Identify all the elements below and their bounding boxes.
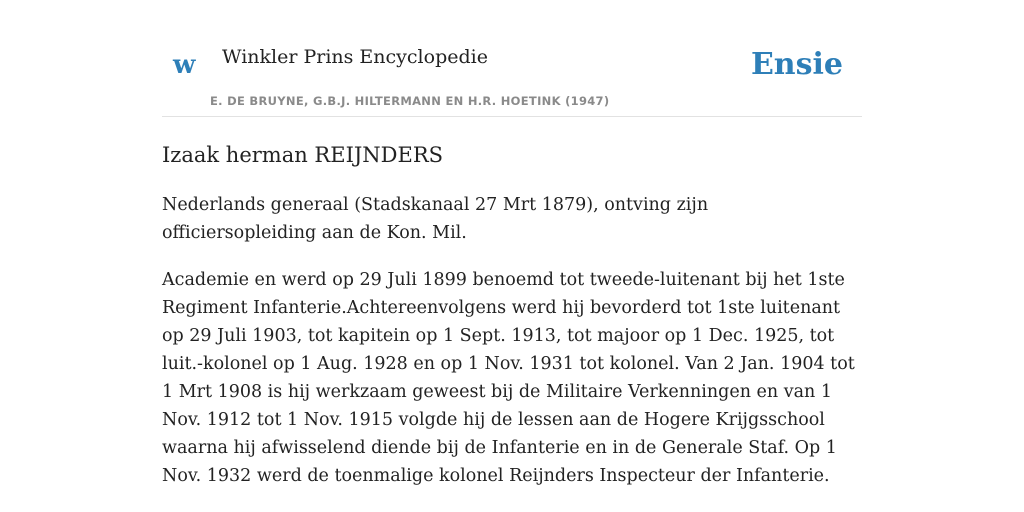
entry-paragraph: Nederlands generaal (Stadskanaal 27 Mrt 1879), ontving zijn officiersopleiding aan de Kon. Mil. xyxy=(162,195,709,243)
source-title[interactable]: Winkler Prins Encyclopedie xyxy=(222,46,488,68)
ensie-logo[interactable]: Ensie xyxy=(750,47,843,82)
source-authors: E. DE BRUYNE, G.B.J. HILTERMANN EN H.R. HOETINK (1947) xyxy=(210,94,610,108)
winkler-prins-logo[interactable]: w xyxy=(173,50,196,80)
entry-content xyxy=(162,139,862,509)
source-header xyxy=(162,36,862,117)
entry-title: Izaak herman REIJNDERS xyxy=(162,143,444,167)
entry-paragraph: Academie en werd op 29 Juli 1899 benoemd tot tweede-luitenant bij het 1ste Regiment Infanterie.Achtereenvolgens werd hij bevorderd tot 1ste luitenant op 29 Juli 1903, tot kapitein op 1 Sept. 1913, tot majoor op 1 Dec. 1925, tot luit.-kolonel op 1 Aug. 1928 en op 1 Nov. 1931 tot kolonel. Van 2 Jan. 1904 tot 1 Mrt 1908 is hij werkzaam geweest bij de Militaire Verkenningen en van 1 Nov. 1912 tot 1 Nov. 1915 volgde hij de lessen aan de Hogere Krijgsschool waarna hij afwisselend diende bij de Infanterie en in de Generale Staf. Op 1 Nov. 1932 werd de toenmalige kolonel Reijnders Inspecteur der Infanterie. xyxy=(162,270,855,486)
